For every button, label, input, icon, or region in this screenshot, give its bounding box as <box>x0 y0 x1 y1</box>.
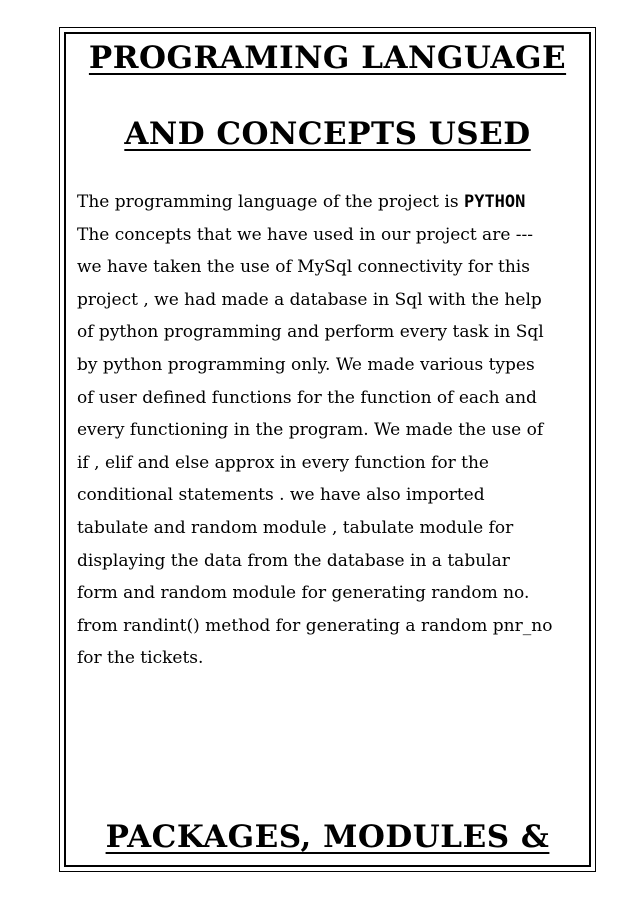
intro-text: The programming language of the project is <box>77 192 464 212</box>
paragraph-line: project , we had made a database in Sql with the help <box>77 289 542 310</box>
language-keyword: PYTHON <box>463 192 526 212</box>
section-heading-line-2: AND CONCEPTS USED <box>124 116 531 152</box>
section-heading-line-1: PROGRAMING LANGUAGE <box>88 40 567 76</box>
paragraph-line: from randint() method for generating a random pnr_no <box>77 615 553 636</box>
paragraph-line: The concepts that we have used in our project are --- <box>77 224 534 245</box>
next-section-heading: PACKAGES, MODULES & <box>105 819 550 855</box>
paragraph-line: if , elif and else approx in every function for the <box>77 452 489 473</box>
paragraph-line: by python programming only. We made various types <box>77 354 535 375</box>
paragraph-line: form and random module for generating random no. <box>77 583 530 604</box>
paragraph-line: of user defined functions for the function of each and <box>77 387 537 408</box>
paragraph-line: of python programming and perform every task in Sql <box>77 322 544 343</box>
paragraph-line <box>77 186 592 219</box>
paragraph-line: conditional statements . we have also imported <box>77 485 485 506</box>
paragraph-line: every functioning in the program. We made the use of <box>77 420 544 441</box>
paragraph-line: for the tickets. <box>77 648 204 669</box>
concepts-paragraph <box>77 186 592 675</box>
paragraph-line: we have taken the use of MySql connectivity for this <box>77 257 530 278</box>
paragraph-line: tabulate and random module , tabulate module for <box>77 517 514 538</box>
paragraph-line: displaying the data from the database in a tabular <box>77 550 510 571</box>
